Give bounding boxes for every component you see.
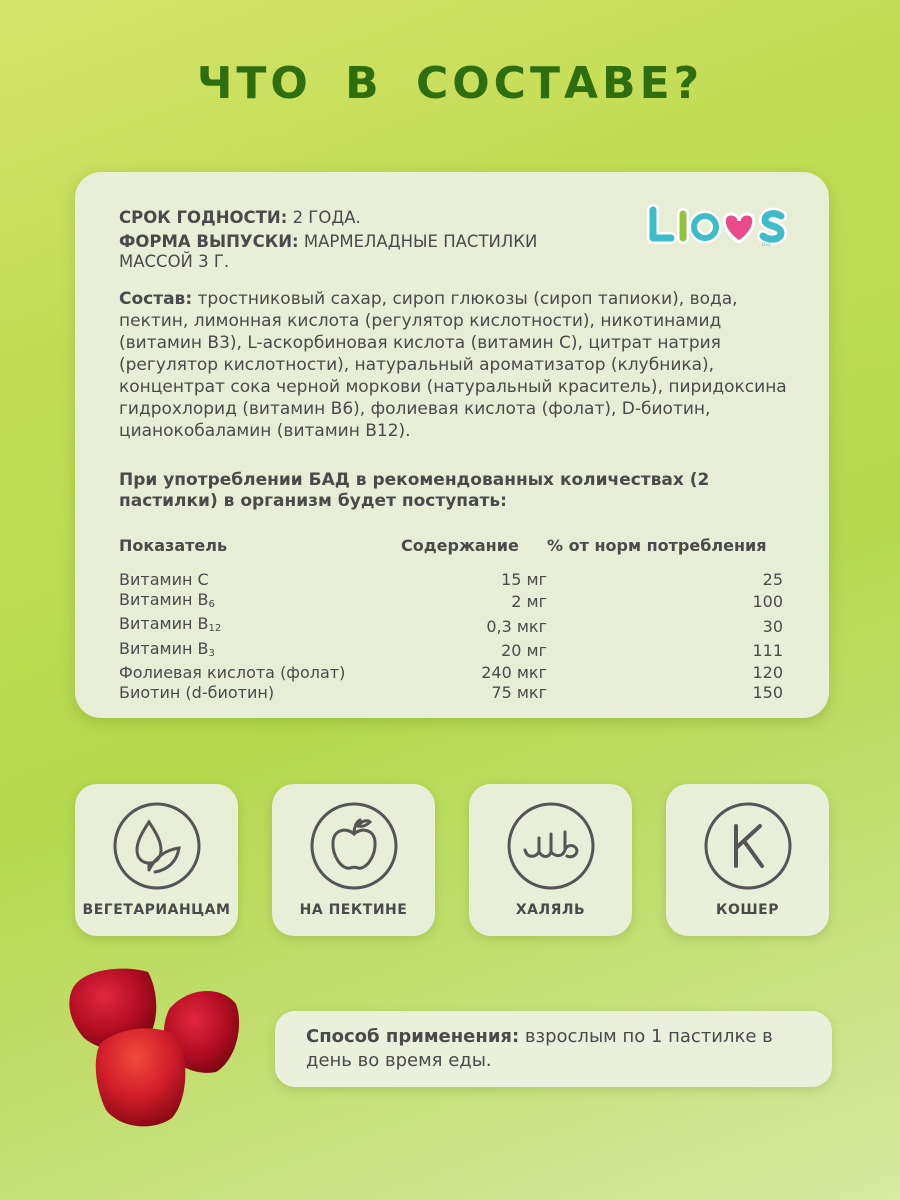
table-row: Витамин $В_3$ 20 мг 111: [119, 638, 783, 660]
release-form: ФОРМА ВЫПУСКИ: МАРМЕЛАДНЫЕ ПАСТИЛКИ МАССОЙ 3 Г.: [119, 232, 538, 271]
header-indicator: Показатель: [119, 536, 228, 555]
table-row: Витамин С 15 мг 25: [119, 570, 783, 589]
header-content: Содержание: [401, 536, 519, 555]
badge-label: ВЕГЕТАРИАНЦАМ: [82, 902, 231, 918]
page-title: ЧТО В СОСТАВЕ?: [196, 58, 704, 109]
table-row: Витамин $В_6$ 2 мг 100: [119, 589, 783, 611]
gummies-image: [60, 960, 260, 1160]
usage-text: Способ применения: взрослым по 1 пастилке в день во время еды.: [306, 1026, 773, 1071]
usage-box: [275, 1011, 832, 1087]
brand-logo-text: LIVS: [762, 242, 771, 247]
badge-vegetarian: [75, 784, 238, 936]
badge-label: КОШЕР: [716, 902, 779, 918]
intake-note: При употреблении БАД в рекомендованных количествах (2 пастилки) в организм будет поступать:: [119, 470, 710, 511]
header-percent: % от норм потребления: [547, 536, 767, 555]
apple-icon: [308, 800, 400, 892]
kosher-icon: [702, 800, 794, 892]
composition: Состав: тростниковый сахар, сироп глюкозы (сироп тапиоки), вода, пектин, лимонная кислота (регулятор кислотности), никотинамид (витамин В3), L-аскорбиновая кислота (витамин С), цитрат натрия (регулятор кислотности), натуральный ароматизатор (клубника), концентрат сока черной моркови (натуральный краситель), пиридоксина гидрохлорид (витамин В6), фолиевая кислота (фолат), D-биотин, цианокобаламин (витамин В12).: [119, 289, 787, 441]
table-row: Фолиевая кислота (фолат) 240 мкг 120: [119, 663, 783, 682]
table-row: Витамин $В_{12}$ 0,3 мкг 30: [119, 614, 783, 636]
badge-label: ХАЛЯЛЬ: [515, 902, 586, 918]
vegetarian-icon: [111, 800, 203, 892]
table-row: Биотин (d-биотин) 75 мкг 150: [119, 682, 783, 702]
badge-label: НА ПЕКТИНЕ: [299, 902, 408, 918]
badge-pectin: [272, 784, 435, 936]
badge-halal: [469, 784, 632, 936]
shelf-life: СРОК ГОДНОСТИ: 2 ГОДА.: [119, 208, 361, 227]
badge-kosher: [666, 784, 829, 936]
product-meta: [119, 208, 589, 276]
brand-logo: [647, 202, 793, 250]
nutrition-table: [119, 536, 783, 702]
halal-icon: [505, 800, 597, 892]
info-card: [75, 172, 829, 718]
